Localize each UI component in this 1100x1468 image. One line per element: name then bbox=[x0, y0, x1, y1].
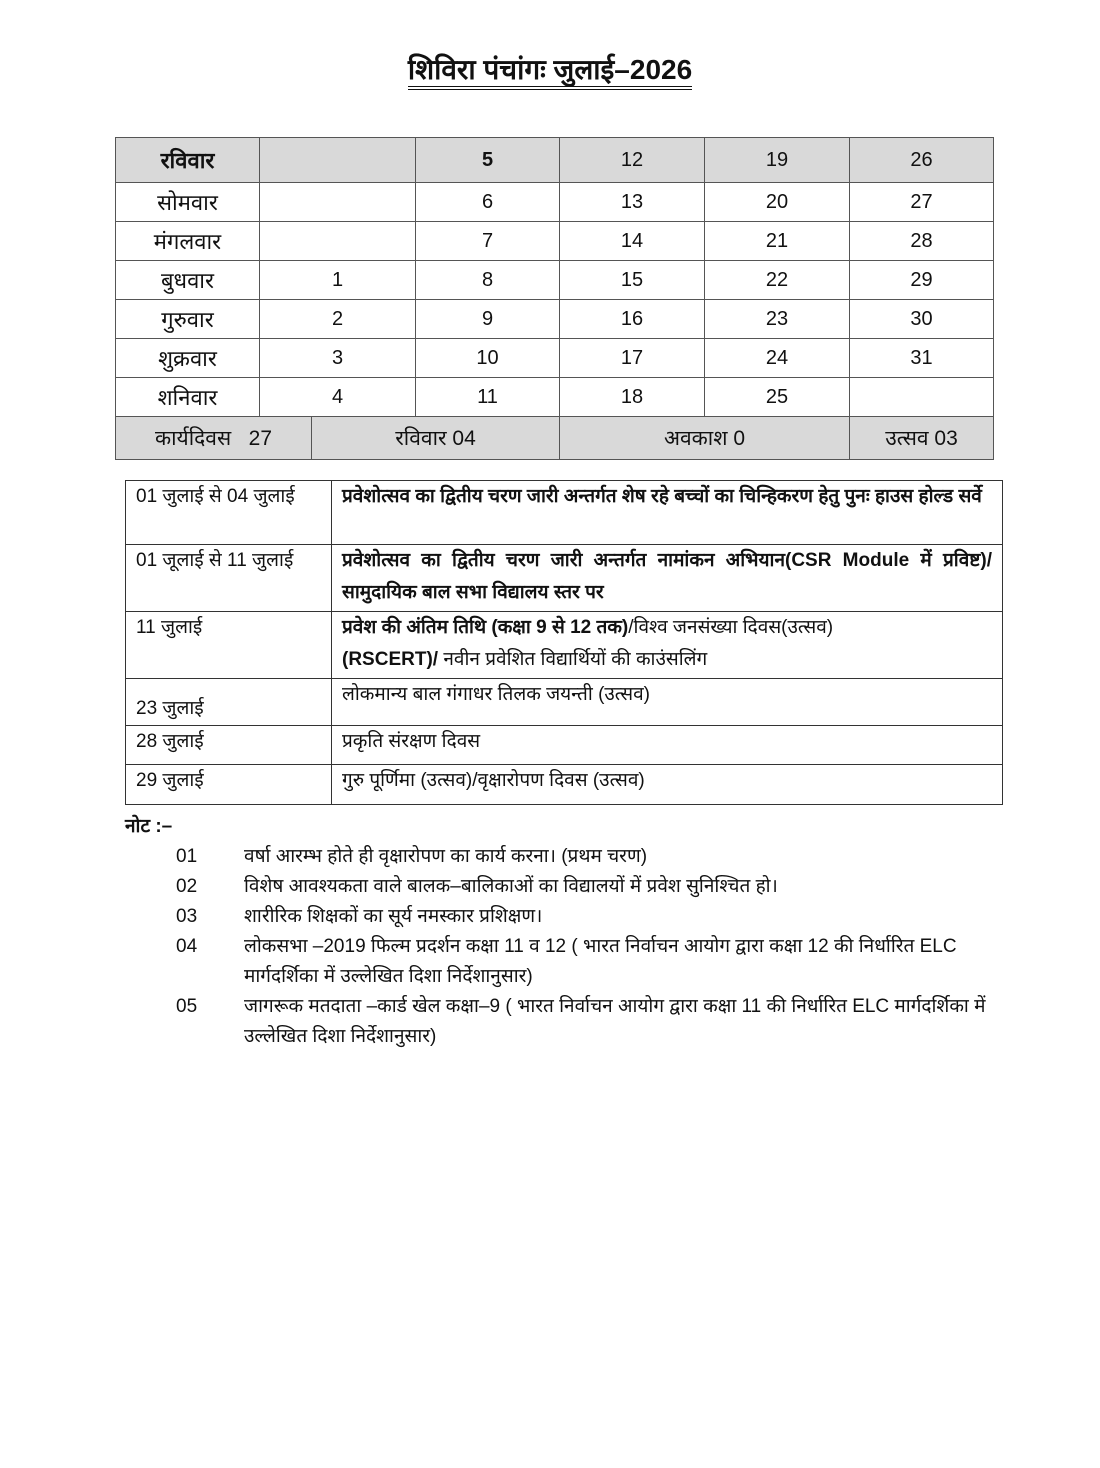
weekday-label: सोमवार bbox=[116, 183, 260, 222]
event-date: 23 जुलाई bbox=[126, 679, 332, 726]
event-date: 11 जुलाई bbox=[126, 612, 332, 679]
event-row bbox=[126, 679, 1003, 726]
event-date: 28 जुलाई bbox=[126, 726, 332, 765]
date-cell: 27 bbox=[850, 183, 994, 222]
date-cell: 11 bbox=[416, 378, 560, 417]
date-cell: 25 bbox=[705, 378, 850, 417]
date-cell: 8 bbox=[416, 261, 560, 300]
weekday-label: शनिवार bbox=[116, 378, 260, 417]
note-text: वर्षा आरम्भ होते ही वृक्षारोपण का कार्य करना। (प्रथम चरण) bbox=[244, 846, 648, 867]
weekday-label: मंगलवार bbox=[116, 222, 260, 261]
date-cell: 30 bbox=[850, 300, 994, 339]
note-text: जागरूक मतदाता –कार्ड खेल कक्षा–9 ( भारत निर्वाचन आयोग द्वारा कक्षा 11 की निर्धारित ELC मार्गदर्शिका में उल्लेखित दिशा निर्देशानुसार) bbox=[244, 996, 986, 1047]
date-cell: 20 bbox=[705, 183, 850, 222]
events-table bbox=[125, 480, 1003, 805]
event-date: 29 जुलाई bbox=[126, 765, 332, 805]
date-cell: 1 bbox=[260, 261, 416, 300]
note-number: 03 bbox=[176, 906, 198, 927]
note-item bbox=[176, 932, 986, 992]
note-number: 04 bbox=[176, 936, 198, 957]
calendar-row-tuesday bbox=[116, 222, 994, 261]
event-description: प्रवेशोत्सव का द्वितीय चरण जारी अन्तर्गत शेष रहे बच्चों का चिन्हिकरण हेतु पुनः हाउस होल्ड सर्वे bbox=[332, 481, 1003, 545]
event-date: 01 जूलाई से 11 जुलाई bbox=[126, 545, 332, 612]
date-cell: 16 bbox=[560, 300, 705, 339]
date-cell: 13 bbox=[560, 183, 705, 222]
date-cell: 26 bbox=[850, 138, 994, 183]
date-cell: 18 bbox=[560, 378, 705, 417]
event-description: प्रवेशोत्सव का द्वितीय चरण जारी अन्तर्गत नामांकन अभियान(CSR Module में प्रविष्ट)/सामुदायिक बाल सभा विद्यालय स्तर पर bbox=[332, 545, 1003, 612]
weekday-label: बुधवार bbox=[116, 261, 260, 300]
event-row bbox=[126, 612, 1003, 679]
date-cell: 29 bbox=[850, 261, 994, 300]
event-bold-text: (RSCERT)/ bbox=[342, 649, 439, 670]
date-cell bbox=[850, 378, 994, 417]
event-date: 01 जुलाई से 04 जुलाई bbox=[126, 481, 332, 545]
date-cell bbox=[260, 183, 416, 222]
calendar-row-sunday bbox=[116, 138, 994, 183]
date-cell: 9 bbox=[416, 300, 560, 339]
event-row bbox=[126, 726, 1003, 765]
weekday-label: शुक्रवार bbox=[116, 339, 260, 378]
calendar-row-saturday bbox=[116, 378, 994, 417]
calendar-table bbox=[115, 137, 994, 460]
event-bold-text: प्रवेश की अंतिम तिथि (कक्षा 9 से 12 तक) bbox=[342, 617, 629, 638]
holidays-summary: अवकाश 0 bbox=[560, 417, 850, 460]
weekday-label: रविवार bbox=[116, 138, 260, 183]
event-row bbox=[126, 765, 1003, 805]
date-cell bbox=[260, 138, 416, 183]
calendar-row-monday bbox=[116, 183, 994, 222]
date-cell: 7 bbox=[416, 222, 560, 261]
event-description: गुरु पूर्णिमा (उत्सव)/वृक्षारोपण दिवस (उत्सव) bbox=[332, 765, 1003, 805]
date-cell: 5 bbox=[416, 138, 560, 183]
date-cell: 10 bbox=[416, 339, 560, 378]
note-text: लोकसभा –2019 फिल्म प्रदर्शन कक्षा 11 व 12 ( भारत निर्वाचन आयोग द्वारा कक्षा 12 की निर्धारित ELC मार्गदर्शिका में उल्लेखित दिशा निर्देशानुसार) bbox=[244, 936, 957, 987]
note-number: 05 bbox=[176, 996, 198, 1017]
weekday-label: गुरुवार bbox=[116, 300, 260, 339]
date-cell: 24 bbox=[705, 339, 850, 378]
note-item bbox=[176, 992, 986, 1052]
festivals-summary: उत्सव 03 bbox=[850, 417, 994, 460]
page-title: शिविरा पंचांगः जुलाई–2026 bbox=[0, 52, 1100, 88]
event-row bbox=[126, 481, 1003, 545]
date-cell: 15 bbox=[560, 261, 705, 300]
calendar-row-wednesday bbox=[116, 261, 994, 300]
date-cell: 17 bbox=[560, 339, 705, 378]
note-text: विशेष आवश्यकता वाले बालक–बालिकाओं का विद्यालयों में प्रवेश सुनिश्चित हो। bbox=[244, 876, 778, 897]
date-cell: 2 bbox=[260, 300, 416, 339]
event-description: लोकमान्य बाल गंगाधर तिलक जयन्ती (उत्सव) bbox=[332, 679, 1003, 726]
note-text: शारीरिक शिक्षकों का सूर्य नमस्कार प्रशिक्षण। bbox=[244, 906, 543, 927]
working-days-summary: कार्यदिवस 27 bbox=[116, 417, 312, 460]
note-item bbox=[176, 842, 986, 872]
date-cell: 12 bbox=[560, 138, 705, 183]
sundays-summary: रविवार 04 bbox=[312, 417, 560, 460]
calendar-row-friday bbox=[116, 339, 994, 378]
date-cell: 21 bbox=[705, 222, 850, 261]
notes-heading: नोट :– bbox=[125, 816, 173, 837]
notes-list bbox=[176, 842, 986, 1052]
date-cell: 4 bbox=[260, 378, 416, 417]
note-item bbox=[176, 872, 986, 902]
note-item bbox=[176, 902, 986, 932]
event-text: नवीन प्रवेशित विद्यार्थियों की काउंसलिंग bbox=[438, 649, 708, 670]
event-row bbox=[126, 545, 1003, 612]
date-cell: 19 bbox=[705, 138, 850, 183]
date-cell: 28 bbox=[850, 222, 994, 261]
calendar-row-thursday bbox=[116, 300, 994, 339]
date-cell: 3 bbox=[260, 339, 416, 378]
note-number: 01 bbox=[176, 846, 198, 867]
date-cell: 31 bbox=[850, 339, 994, 378]
date-cell bbox=[260, 222, 416, 261]
date-cell: 22 bbox=[705, 261, 850, 300]
calendar-summary-row bbox=[116, 417, 994, 460]
date-cell: 6 bbox=[416, 183, 560, 222]
date-cell: 14 bbox=[560, 222, 705, 261]
event-text: /विश्व जनसंख्या दिवस(उत्सव) bbox=[628, 617, 834, 638]
event-description: प्रकृति संरक्षण दिवस bbox=[332, 726, 1003, 765]
date-cell: 23 bbox=[705, 300, 850, 339]
event-description bbox=[332, 612, 1003, 679]
note-number: 02 bbox=[176, 876, 198, 897]
